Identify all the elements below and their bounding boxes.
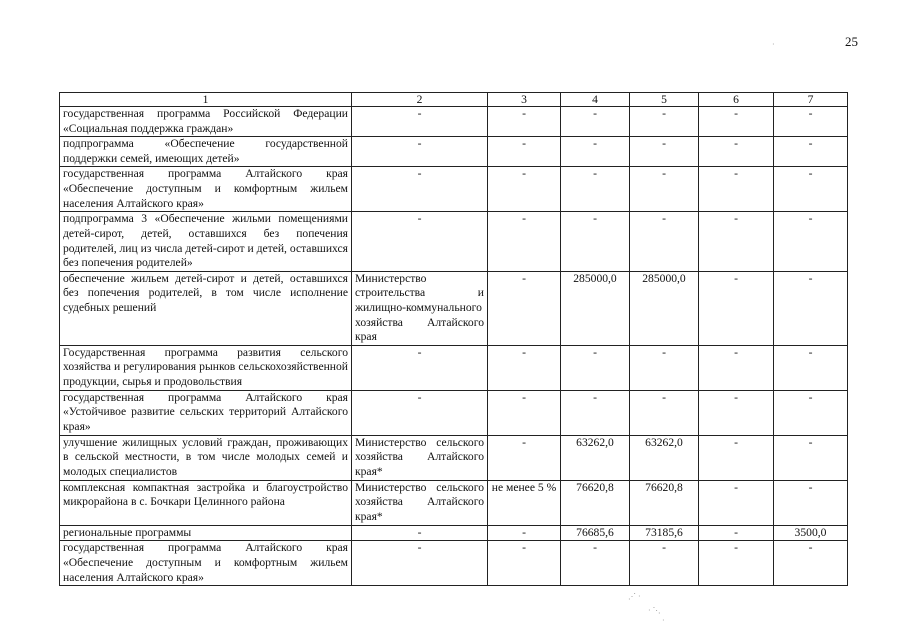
program-name-cell: государственная программа Алтайского края «Обеспечение доступным и комфортным жильем населения Алтайского края» — [60, 541, 352, 586]
value-cell: - — [488, 345, 561, 390]
table-row — [60, 480, 848, 525]
responsible-cell: - — [352, 345, 488, 390]
program-name-cell: региональные программы — [60, 525, 352, 541]
responsible-cell: - — [352, 167, 488, 212]
value-cell: - — [488, 212, 561, 271]
value-cell: - — [630, 212, 699, 271]
program-name-cell: государственная программа Алтайского края «Устойчивое развитие сельских территорий Алтайского края» — [60, 390, 352, 435]
value-cell: - — [699, 525, 774, 541]
value-cell: 76685,6 — [561, 525, 630, 541]
value-cell: - — [774, 137, 848, 167]
value-cell: - — [699, 390, 774, 435]
column-header: 7 — [774, 93, 848, 107]
column-header: 4 — [561, 93, 630, 107]
value-cell: - — [774, 167, 848, 212]
scan-speck: · — [772, 40, 775, 49]
column-header: 5 — [630, 93, 699, 107]
program-name-cell: государственная программа Алтайского края «Обеспечение доступным и комфортным жильем населения Алтайского края» — [60, 167, 352, 212]
program-name-cell: комплексная компактная застройка и благоустройство микрорайона в с. Бочкари Целинного района — [60, 480, 352, 525]
value-cell: не менее 5 % — [488, 480, 561, 525]
value-cell: - — [774, 480, 848, 525]
value-cell: 73185,6 — [630, 525, 699, 541]
scan-speck: · ⋱ — [648, 606, 661, 615]
value-cell: 63262,0 — [561, 435, 630, 480]
program-name-cell: подпрограмма 3 «Обеспечение жильми помещениями детей-сирот, детей, оставшихся без попечения родителей, лиц из числа детей-сирот и детей, оставшихся без попечения родителей» — [60, 212, 352, 271]
value-cell: - — [699, 271, 774, 345]
program-name-cell: улучшение жилищных условий граждан, проживающих в сельской местности, в том числе молодых семей и молодых специалистов — [60, 435, 352, 480]
value-cell: 76620,8 — [561, 480, 630, 525]
responsible-cell: - — [352, 107, 488, 137]
responsible-cell: - — [352, 390, 488, 435]
responsible-cell: - — [352, 137, 488, 167]
value-cell: - — [561, 167, 630, 212]
value-cell: - — [561, 345, 630, 390]
table-row — [60, 167, 848, 212]
value-cell: - — [774, 271, 848, 345]
value-cell: - — [774, 212, 848, 271]
value-cell: - — [561, 541, 630, 586]
value-cell: - — [699, 137, 774, 167]
program-funding-table — [59, 92, 848, 586]
program-name-cell: обеспечение жильем детей-сирот и детей, оставшихся без попечения родителей, в том числе исполнение судебных решений — [60, 271, 352, 345]
value-cell: 76620,8 — [630, 480, 699, 525]
page-number: 25 — [845, 34, 858, 49]
value-cell: - — [561, 137, 630, 167]
scan-speck: ⋰ · — [628, 592, 641, 601]
value-cell: - — [488, 541, 561, 586]
responsible-cell: - — [352, 541, 488, 586]
value-cell: - — [630, 541, 699, 586]
value-cell: - — [561, 107, 630, 137]
value-cell: - — [630, 345, 699, 390]
value-cell: - — [774, 107, 848, 137]
value-cell: 285000,0 — [630, 271, 699, 345]
value-cell: - — [699, 435, 774, 480]
value-cell: - — [774, 390, 848, 435]
table-row — [60, 107, 848, 137]
table-row — [60, 541, 848, 586]
value-cell: - — [630, 137, 699, 167]
value-cell: - — [630, 390, 699, 435]
value-cell: 63262,0 — [630, 435, 699, 480]
value-cell: - — [630, 107, 699, 137]
column-header: 3 — [488, 93, 561, 107]
table-row — [60, 271, 848, 345]
column-header: 6 — [699, 93, 774, 107]
table-row — [60, 137, 848, 167]
value-cell: - — [699, 212, 774, 271]
value-cell: - — [774, 541, 848, 586]
responsible-cell: Министерство сельского хозяйства Алтайского края* — [352, 480, 488, 525]
table-row — [60, 435, 848, 480]
responsible-cell: Министерство строительства и жилищно-коммунального хозяйства Алтайского края — [352, 271, 488, 345]
table-row — [60, 212, 848, 271]
value-cell: - — [774, 345, 848, 390]
column-header: 1 — [60, 93, 352, 107]
value-cell: 3500,0 — [774, 525, 848, 541]
program-name-cell: государственная программа Российской Федерации «Социальная поддержка граждан» — [60, 107, 352, 137]
value-cell: - — [699, 107, 774, 137]
value-cell: - — [561, 390, 630, 435]
value-cell: 285000,0 — [561, 271, 630, 345]
value-cell: - — [488, 390, 561, 435]
program-name-cell: подпрограмма «Обеспечение государственной поддержки семей, имеющих детей» — [60, 137, 352, 167]
table-row — [60, 525, 848, 541]
value-cell: - — [699, 345, 774, 390]
value-cell: - — [488, 525, 561, 541]
value-cell: - — [488, 167, 561, 212]
value-cell: - — [630, 167, 699, 212]
column-header: 2 — [352, 93, 488, 107]
table-header-row — [60, 93, 848, 107]
value-cell: - — [699, 480, 774, 525]
program-name-cell: Государственная программа развития сельского хозяйства и регулирования рынков сельскохозяйственной продукции, сырья и продовольствия — [60, 345, 352, 390]
scan-speck: · — [662, 616, 665, 625]
responsible-cell: - — [352, 525, 488, 541]
table-row — [60, 345, 848, 390]
value-cell: - — [774, 435, 848, 480]
value-cell: - — [699, 541, 774, 586]
value-cell: - — [488, 137, 561, 167]
value-cell: - — [561, 212, 630, 271]
responsible-cell: - — [352, 212, 488, 271]
table-row — [60, 390, 848, 435]
value-cell: - — [488, 435, 561, 480]
value-cell: - — [488, 107, 561, 137]
responsible-cell: Министерство сельского хозяйства Алтайского края* — [352, 435, 488, 480]
value-cell: - — [699, 167, 774, 212]
value-cell: - — [488, 271, 561, 345]
